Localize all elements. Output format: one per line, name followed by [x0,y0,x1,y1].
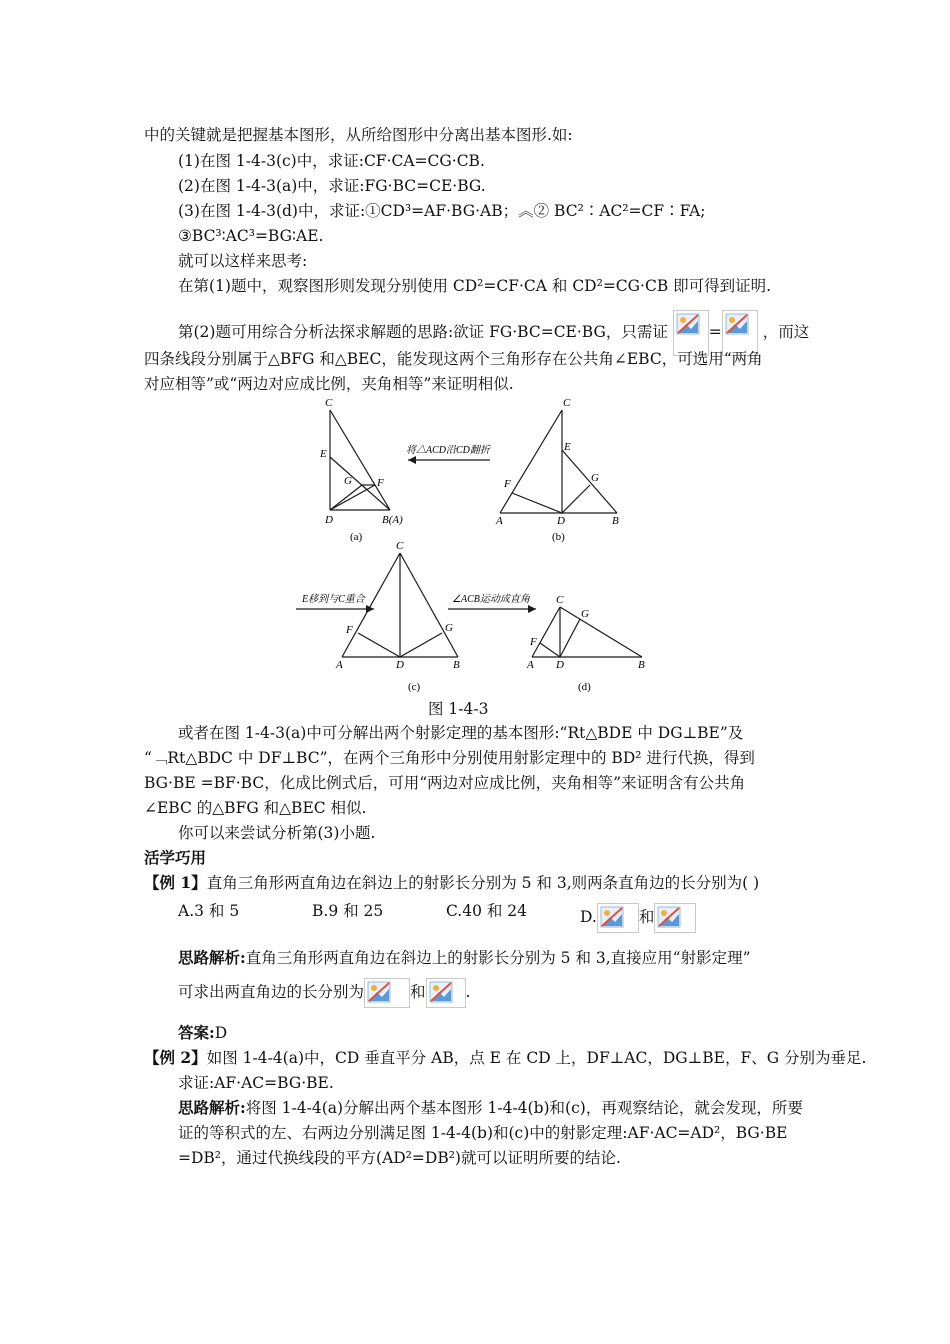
point-label: A [336,659,343,671]
option-b: B.9 和 25 [312,902,384,920]
example-2 [144,1047,866,1069]
section-heading: 活学巧用 [144,848,207,867]
broken-image-icon [597,903,639,933]
option-d [580,903,696,933]
text-line: BG·BE =BF·BC，化成比例式后，可用“两边对应成比例，夹角相等”来证明含有公共角 [144,774,746,792]
example-text: 如图 1-4-4(a)中，CD 垂直平分 AB，点 E 在 CD 上，DF⊥AC，DG⊥BE，F、G 分别为垂足. [206,1049,867,1067]
example-tag: 【例 2】 [144,1048,207,1067]
solution-end: . [465,983,471,1001]
equals-sign: = [708,323,722,341]
point-label: F [504,478,511,490]
text-line: 证的等积式的左、右两边分别满足图 1-4-4(b)和(c)中的射影定理:AF·AC=AD²，BG·BE [178,1124,788,1142]
fig-b-line [562,450,617,513]
arrow-3-label: ∠ACB运动成直角 [452,594,530,605]
fig-a-line [330,485,362,510]
option-a: A.3 和 5 [178,902,240,920]
fig-c-line [358,633,400,657]
subfigure-label: (c) [408,681,421,693]
subfigure-label: (b) [552,531,565,543]
point-label: B [612,515,619,527]
subfigure-label: (a) [350,531,363,543]
text-line: 在第(1)题中，观察图形则发现分别使用 CD²=CF·CA 和 CD²=CG·CB 即可得到证明. [178,277,772,295]
solution-text: 可求出两直角边的长分别为 [178,983,365,1001]
point-label: F [346,624,353,636]
point-label: E [564,441,571,453]
point-label: C [556,594,564,606]
option-d-and: 和 [638,908,655,926]
fig-a-line [330,485,375,510]
fig-d-line [540,643,560,657]
point-label: F [530,636,537,648]
fig-c-line [342,553,400,657]
solution-and: 和 [410,983,426,1001]
point-label: D [396,659,404,671]
point-label: D [556,659,564,671]
text-line: (3)在图 1-4-3(d)中，求证:①CD³=AF·BG·AB；︽② BC²∶AC²=CF∶FA; [178,202,706,220]
option-c: C.40 和 24 [446,902,528,920]
fig-b-line [562,485,590,513]
answer-1 [178,1022,227,1044]
answer-tag: 答案: [178,1023,215,1042]
fig-d-line [560,619,580,657]
figure-1-4-3 [290,395,670,715]
option-d-label: D. [580,908,597,926]
text-line: ∠EBC 的△BFG 和△BEC 相似. [144,799,367,817]
arrowhead [528,605,536,613]
solution-text: 直角三角形两直角边在斜边上的射影长分别为 5 和 3,直接应用“射影定理” [245,949,751,967]
point-label: B [638,659,645,671]
fig-b-line [500,410,562,513]
solution-2 [178,1097,803,1119]
example-1 [144,872,759,894]
arrow-2-label: E移到与C重合 [302,594,365,605]
point-label: F [377,477,384,489]
text-line: “﹁Rt△BDC 中 DF⊥BC”，在两个三角形中分别使用射影定理中的 BD² 进行代换，得到 [144,749,755,767]
text-line: 或者在图 1-4-3(a)中可分解出两个射影定理的基本图形:“Rt△BDE 中 DG⊥BE”及 [178,724,744,742]
fig-c-line [400,633,442,657]
text-segment: 第(2)题可用综合分析法探求解题的思路:欲证 FG·BC=CE·BG，只需证 [178,323,668,341]
fig-d-line [532,607,560,657]
text-line: 求证:AF·AC=BG·BE. [178,1074,334,1092]
point-label: E [320,448,327,460]
point-label: A [496,515,503,527]
broken-image-icon [364,978,410,1008]
point-label: G [581,608,589,620]
text-line: (1)在图 1-4-3(c)中，求证:CF·CA=CG·CB. [178,152,485,170]
fig-b-line [512,493,562,513]
point-label: D [325,514,333,526]
text-line: ③BC³∶AC³=BG∶AE. [178,227,324,245]
fig-c-line [400,553,458,657]
example-text: 直角三角形两直角边在斜边上的射影长分别为 5 和 3,则两条直角边的长分别为( ) [206,874,760,892]
point-label: B(A) [382,514,403,526]
solution-text: 将图 1-4-4(a)分解出两个基本图形 1-4-4(b)和(c)，再观察结论，就会发现，所要 [245,1099,803,1117]
point-label: C [563,397,571,409]
text-line: (2)在图 1-4-3(a)中，求证:FG·BC=CE·BG. [178,177,486,195]
point-label: G [591,472,599,484]
point-label: D [557,515,565,527]
point-label: C [396,540,404,552]
text-segment: ，而这 [762,323,810,341]
broken-image-icon [654,903,696,933]
example-tag: 【例 1】 [144,873,207,892]
point-label: A [527,659,534,671]
fig-d-line [560,607,642,657]
solution-tag: 思路解析: [178,1098,246,1117]
point-label: B [453,659,460,671]
arrow-1-label: 将△ACD沿CD翻折 [406,445,490,456]
point-label: G [344,475,352,487]
fig-a-line [330,410,390,510]
text-line: 就可以这样来思考: [178,252,308,270]
subfigure-label: (d) [578,681,591,693]
answer-value: D [214,1024,228,1042]
broken-image-icon [426,978,466,1008]
text-line: 你可以来尝试分析第(3)小题. [178,824,376,842]
arrowhead [408,456,416,464]
point-label: C [325,397,333,409]
solution-1 [178,947,751,969]
text-line: 对应相等”或“两边对应成比例，夹角相等”来证明相似. [144,375,514,393]
text-line: 中的关键就是把握基本图形，从所给图形中分离出基本图形.如: [144,126,573,144]
solution-1-cont [178,978,470,1008]
point-label: G [445,622,453,634]
solution-tag: 思路解析: [178,948,246,967]
text-line: 四条线段分别属于△BFG 和△BEC，能发现这两个三角形存在公共角∠EBC，可选用“两角 [144,350,763,368]
text-line: =DB²，通过代换线段的平方(AD²=DB²)就可以证明所要的结论. [178,1149,621,1167]
figure-caption: 图 1-4-3 [428,700,489,718]
